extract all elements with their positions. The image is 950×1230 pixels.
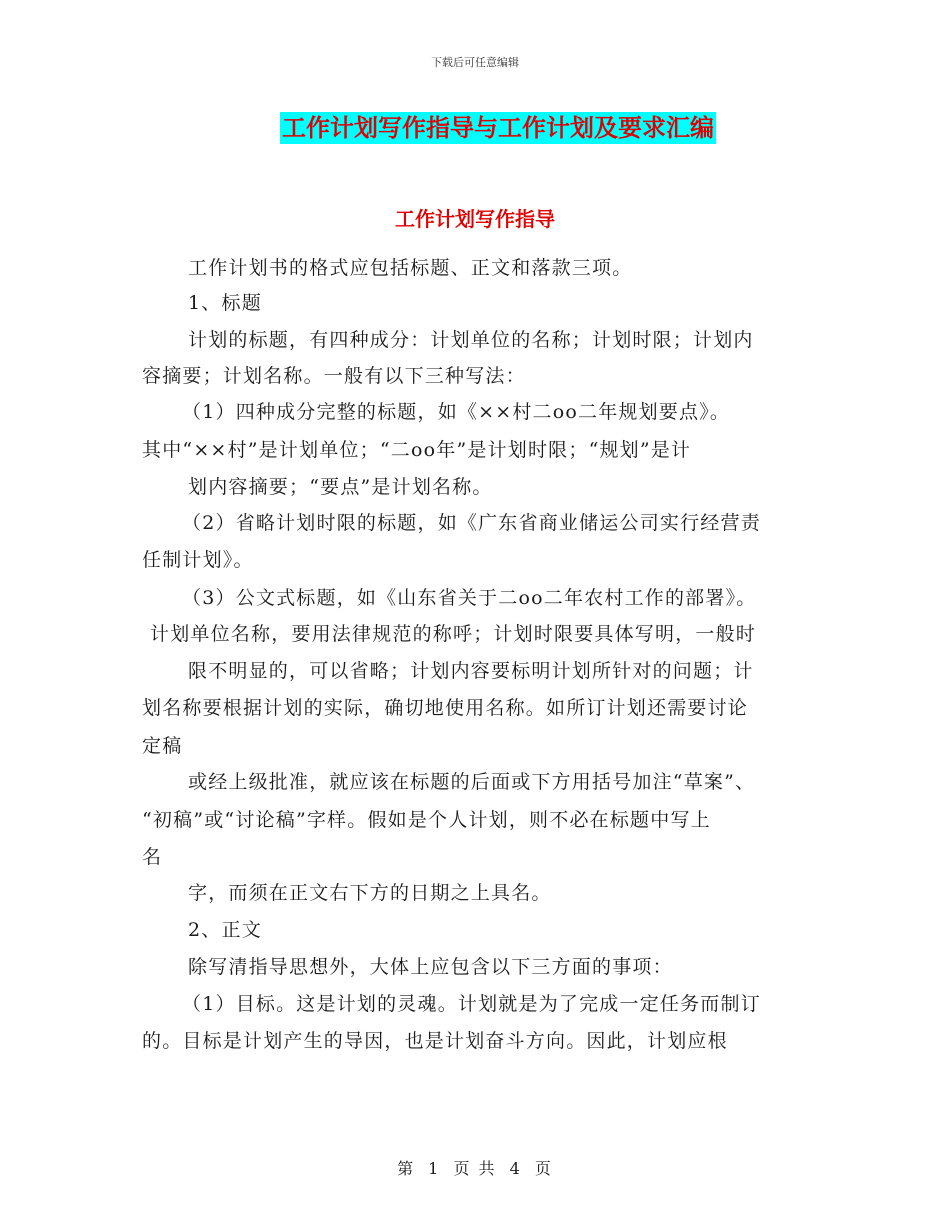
text-line: 任制计划》。 [142,549,254,571]
text-line: 名 [142,846,163,868]
text-line: （1）四种成分完整的标题，如《××村二oo二年规划要点》。 [182,401,731,423]
text-line: 字，而须在正文右下方的日期之上具名。 [188,882,552,904]
text-line: （2）省略计划时限的标题，如《广东省商业储运公司实行经营责 [182,512,761,534]
text-line: 定稿 [142,735,183,757]
footer-middle: 页 共 [453,1159,497,1178]
text-line: （1）目标。这是计划的灵魂。计划就是为了完成一定任务而制订 [182,993,761,1015]
text-line: （3）公文式标题，如《山东省关于二oo二年农村工作的部署》。 [182,587,757,609]
footer-suffix: 页 [534,1159,553,1178]
header-note: 下载后可任意编辑 [431,56,519,69]
text-line: 限不明显的，可以省略；计划内容要标明计划所针对的问题；计 [188,660,754,682]
text-line: 计划单位名称，要用法律规范的称呼；计划时限要具体写明，一般时 [150,623,757,645]
text-line: 划名称要根据计划的实际，确切地使用名称。如所订计划还需要讨论 [142,697,749,719]
text-line: 1、标题 [188,292,262,314]
page-footer [0,1156,950,1179]
footer-prefix: 第 [397,1159,416,1178]
text-line: “初稿”或“讨论稿”字样。假如是个人计划，则不必在标题中写上 [142,809,711,831]
text-line: 计划的标题，有四种成分：计划单位的名称；计划时限；计划内 [188,329,754,351]
text-line: 容摘要；计划名称。一般有以下三种写法： [142,365,526,387]
text-line: 的。目标是计划产生的导因，也是计划奋斗方向。因此，计划应根 [142,1030,728,1052]
text-line: 划内容摘要；“要点”是计划名称。 [188,476,493,498]
footer-page-number: 1 [428,1159,441,1178]
text-line: 工作计划书的格式应包括标题、正文和落款三项。 [188,257,633,279]
main-title-container [0,112,950,144]
main-title: 工作计划写作指导与工作计划及要求汇编 [282,114,714,142]
text-line: 除写清指导思想外，大体上应包含以下三方面的事项： [188,956,673,978]
text-line: 2、正文 [188,919,262,941]
text-line: 或经上级批准，就应该在标题的后面或下方用括号加注“草案”、 [188,771,756,793]
footer-total-pages: 4 [509,1159,522,1178]
text-line: 其中“××村”是计划单位；“二oo年”是计划时限；“规划”是计 [142,439,692,461]
section-title: 工作计划写作指导 [395,207,555,231]
